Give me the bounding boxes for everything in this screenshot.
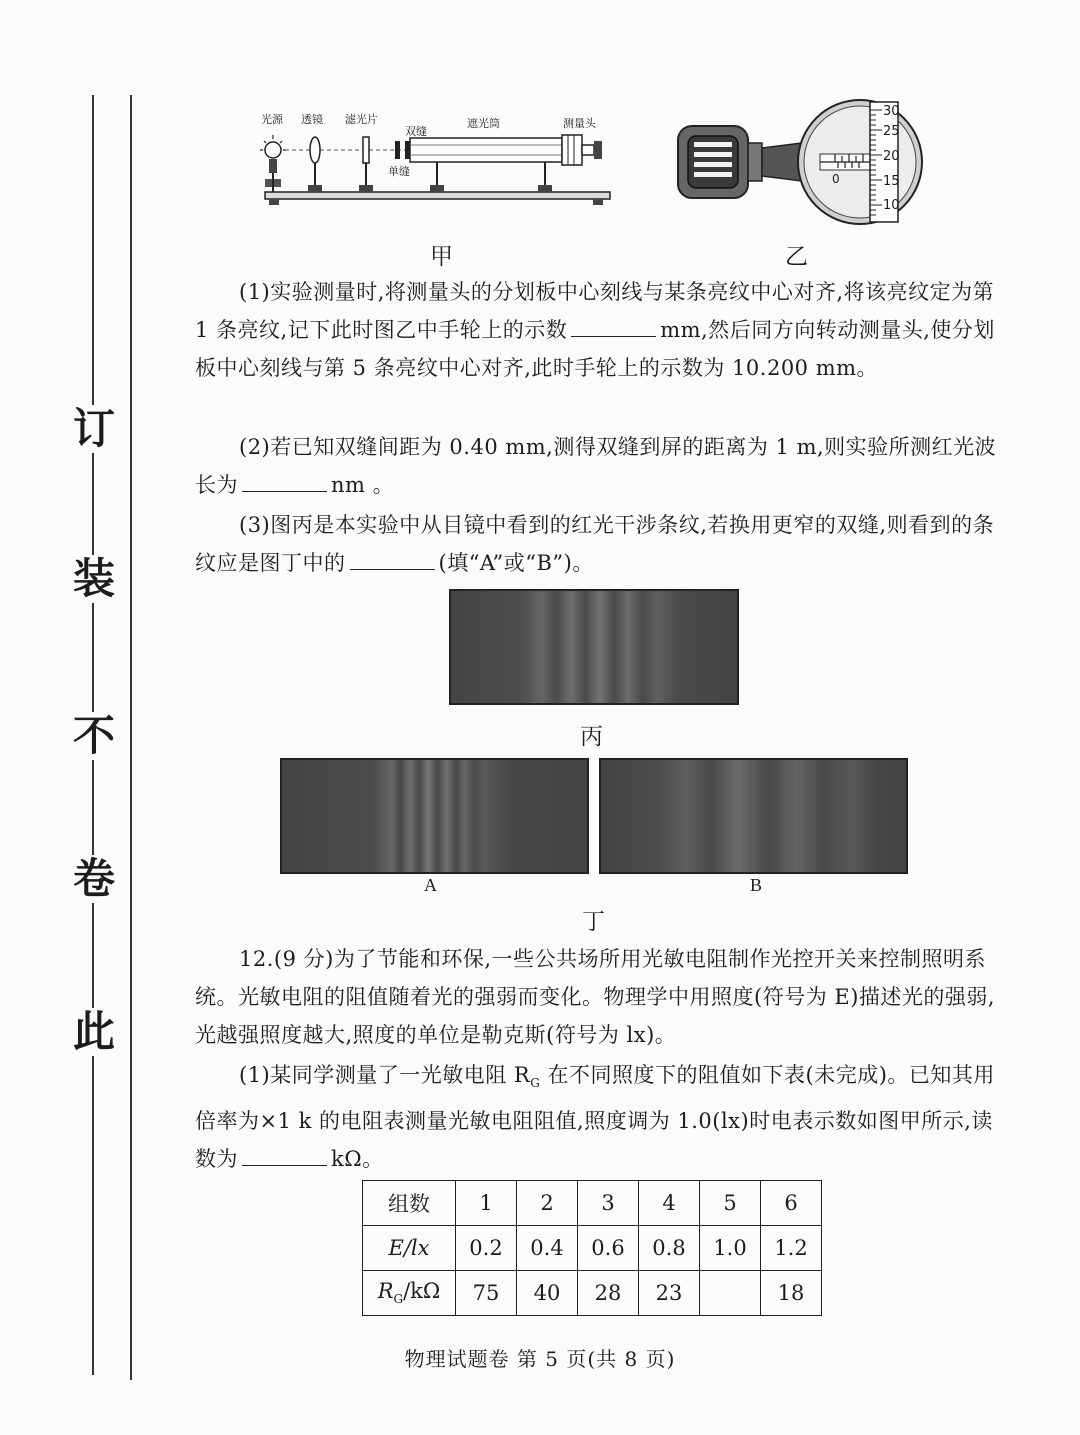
answer-blank-reading[interactable] bbox=[571, 316, 656, 337]
resistance-table bbox=[362, 1180, 822, 1316]
table-cell: 3 bbox=[578, 1181, 639, 1226]
label-single-slit: 单缝 bbox=[388, 165, 410, 178]
thimble-number-10: 10 bbox=[883, 198, 900, 213]
table-row bbox=[363, 1271, 822, 1316]
q12-part1-text-a: (1)某同学测量了一光敏电阻 R bbox=[239, 1063, 531, 1087]
table-cell: 1.0 bbox=[700, 1226, 761, 1271]
micrometer-figure bbox=[670, 98, 935, 228]
q11-part3-text-b: (填“A”或“B”)。 bbox=[438, 551, 594, 575]
table-cell: 75 bbox=[456, 1271, 517, 1316]
table-cell: 1 bbox=[456, 1181, 517, 1226]
table-cell: 0.4 bbox=[517, 1226, 578, 1271]
label-filter: 滤光片 bbox=[345, 113, 378, 126]
fringe-bing-drawing bbox=[451, 591, 737, 703]
binding-char-zhuang: 装 bbox=[70, 555, 118, 603]
binding-char-juan: 卷 bbox=[70, 855, 118, 903]
table-cell: 0.8 bbox=[639, 1226, 700, 1271]
fringe-a-drawing bbox=[282, 760, 587, 872]
resistance-symbol: R bbox=[377, 1279, 394, 1304]
label-lens: 透镜 bbox=[301, 113, 323, 126]
bulb-icon bbox=[265, 142, 281, 158]
table-cell: 0.6 bbox=[578, 1226, 639, 1271]
fringe-pattern-b bbox=[599, 758, 908, 874]
q11-part2-text-b: nm 。 bbox=[331, 473, 395, 497]
table-cell: 2 bbox=[517, 1181, 578, 1226]
table-cell: 18 bbox=[761, 1271, 822, 1316]
binding-margin bbox=[0, 0, 150, 1435]
table-header-group: 组数 bbox=[363, 1181, 456, 1226]
table-cell: 23 bbox=[639, 1271, 700, 1316]
thimble-number-25: 25 bbox=[883, 124, 900, 139]
fringe-b-drawing bbox=[601, 760, 906, 872]
q12-intro-text: 12.(9 分)为了节能和环保,一些公共场所用光敏电阻制作光控开关来控制照明系统。光敏电阻的阻值随着光的强弱而变化。物理学中用照度(符号为 E)描述光的强弱,光越强照度越大,照度的单位是勒克斯(符号为 lx)。 bbox=[195, 947, 996, 1047]
table-cell: 5 bbox=[700, 1181, 761, 1226]
q12-intro bbox=[195, 940, 1000, 1054]
lens-icon bbox=[310, 137, 320, 163]
table-cell: 1.2 bbox=[761, 1226, 822, 1271]
page-footer: 物理试题卷 第 5 页(共 8 页) bbox=[404, 1347, 676, 1371]
figure-jia-caption: 甲 bbox=[430, 244, 453, 270]
resistance-unit: /kΩ bbox=[403, 1279, 441, 1304]
q11-part1 bbox=[195, 273, 1000, 387]
binding-char-ding: 订 bbox=[70, 405, 118, 453]
label-light-source: 光源 bbox=[261, 113, 283, 126]
thimble-number-20: 20 bbox=[883, 149, 900, 164]
figure-ding-caption: 丁 bbox=[582, 909, 605, 935]
table-cell: 6 bbox=[761, 1181, 822, 1226]
binding-line-inner bbox=[130, 95, 132, 1380]
table-row bbox=[363, 1226, 822, 1271]
q11-part3-text-a: (3)图丙是本实验中从目镜中看到的红光干涉条纹,若换用更窄的双缝,则看到的条纹应是图丁中的 bbox=[195, 513, 995, 575]
q11-part3 bbox=[195, 506, 1000, 582]
table-cell-empty[interactable] bbox=[700, 1271, 761, 1316]
fringe-pattern-bing bbox=[449, 589, 739, 705]
q12-part1-text-c: kΩ。 bbox=[331, 1147, 384, 1172]
q11-part2 bbox=[195, 428, 1000, 504]
binding-char-bu: 不 bbox=[70, 712, 118, 760]
label-light-shield-tube: 遮光筒 bbox=[467, 117, 500, 130]
apparatus-figure bbox=[255, 105, 620, 215]
table-cell: 40 bbox=[517, 1271, 578, 1316]
fringe-label-a: A bbox=[424, 875, 437, 895]
binding-char-ci: 此 bbox=[70, 1008, 118, 1056]
q11-part2-text-a: (2)若已知双缝间距为 0.40 mm,测得双缝到屏的距离为 1 m,则实验所测红光波长为 bbox=[195, 435, 997, 497]
table-header-resistance bbox=[363, 1271, 456, 1316]
figure-bing-caption: 丙 bbox=[580, 724, 603, 750]
q11-part1-text-a: (1)实验测量时,将测量头的分划板中心刻线与某条亮纹中心对齐,将该亮纹定为第 1 条亮纹,记下此时图乙中手轮上的示数 bbox=[195, 280, 995, 342]
table-row bbox=[363, 1181, 822, 1226]
q12-part1 bbox=[195, 1056, 1000, 1178]
fringe-label-b: B bbox=[750, 875, 763, 895]
label-double-slit: 双缝 bbox=[405, 125, 427, 138]
answer-blank-choice[interactable] bbox=[350, 549, 435, 570]
q12-part1-text-b: 在不同照度下的阻值如下表(未完成)。已知其用倍率为×1 k 的电阻表测量光敏电阻阻值,照度调为 1.0(lx)时电表示数如图甲所示,读数为 bbox=[195, 1063, 995, 1172]
filter-icon bbox=[363, 137, 369, 163]
light-shield-tube bbox=[410, 138, 562, 162]
fringe-pattern-a bbox=[280, 758, 589, 874]
measuring-head bbox=[562, 135, 582, 165]
answer-blank-resistance[interactable] bbox=[242, 1145, 327, 1166]
thimble-number-15: 15 bbox=[883, 174, 900, 189]
q11-part1-text-b: mm,然后同方向转动测量头,使分划板中心刻线与第 5 条亮纹中心对齐,此时手轮上的示数为 10.200 mm。 bbox=[195, 318, 995, 380]
figure-yi-caption: 乙 bbox=[785, 244, 808, 270]
table-cell: 4 bbox=[639, 1181, 700, 1226]
q12-part1-subscript: G bbox=[530, 1076, 541, 1091]
thimble-number-30: 30 bbox=[883, 104, 900, 119]
table-header-illuminance: E/lx bbox=[363, 1226, 456, 1271]
main-scale-zero: 0 bbox=[832, 172, 840, 186]
table-cell: 0.2 bbox=[456, 1226, 517, 1271]
label-measuring-head: 测量头 bbox=[563, 117, 596, 130]
resistance-subscript: G bbox=[393, 1292, 404, 1307]
table-cell: 28 bbox=[578, 1271, 639, 1316]
answer-blank-wavelength[interactable] bbox=[242, 471, 327, 492]
